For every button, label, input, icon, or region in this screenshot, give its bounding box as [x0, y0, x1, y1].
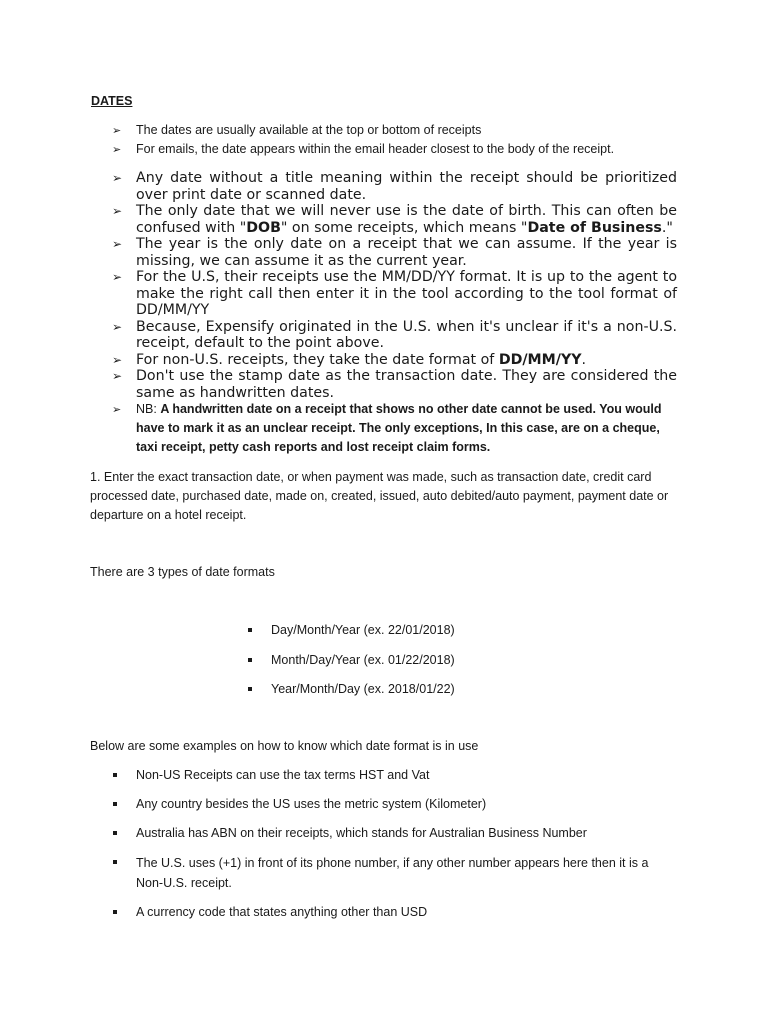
arrow-list-large [112, 170, 677, 401]
arrow-bullet-icon: ➢ [112, 403, 122, 416]
arrow-bullet-icon: ➢ [112, 352, 123, 367]
nb-note: ➢ NB: A handwritten date on a receipt that shows no other date cannot be used. You would have to mark it as an unclear receipt. The only exceptions, In this case, are on a cheque, taxi receipt, petty cash reports and lost receipt claim forms. [112, 402, 662, 454]
list-item: ➢ The year is the only date on a receipt that we can assume. If the year is missing, we can assume it as the current year. [112, 236, 677, 269]
section-title: DATES [91, 94, 133, 108]
list-item: ➢ The only date that we will never use is the date of birth. This can often be confused with "DOB" on some receipts, which means "Date of Business." [112, 203, 677, 236]
square-bullet-icon [248, 658, 252, 662]
square-bullet-icon [248, 687, 252, 691]
list-item: ➢ For non-U.S. receipts, they take the date format of DD/MM/YY. [112, 351, 587, 368]
examples-intro: Below are some examples on how to know which date format is in use [90, 739, 479, 753]
list-item: ➢ Don't use the stamp date as the transaction date. They are considered the same as handwritten dates. [112, 368, 677, 401]
list-item: Day/Month/Year (ex. 22/01/2018) [248, 621, 455, 641]
formats-intro: There are 3 types of date formats [90, 565, 275, 579]
list-item: ➢ The dates are usually available at the top or bottom of receipts [112, 121, 677, 140]
dob-term: DOB [246, 219, 281, 236]
list-item: ➢ Any date without a title meaning within the receipt should be prioritized over print date or scanned date. [112, 170, 677, 203]
arrow-bullet-icon: ➢ [112, 237, 123, 251]
square-bullet-icon [113, 802, 117, 806]
list-item: ➢ For emails, the date appears within the email header closest to the body of the receipt. [112, 140, 677, 159]
square-bullet-icon [113, 860, 117, 864]
list-item: ➢ For the U.S, their receipts use the MM/DD/YY format. It is up to the agent to make the right call then enter it in the tool according to the tool format of DD/MM/YY [112, 269, 677, 318]
arrow-list-small [112, 121, 677, 159]
arrow-bullet-icon: ➢ [112, 369, 123, 383]
list-item: Any country besides the US uses the metric system (Kilometer) [113, 795, 663, 815]
list-item: Australia has ABN on their receipts, which stands for Australian Business Number [113, 824, 663, 844]
arrow-bullet-icon: ➢ [112, 204, 123, 218]
square-bullet-icon [248, 628, 252, 632]
date-formats-list [248, 621, 455, 700]
arrow-bullet-icon: ➢ [112, 143, 122, 156]
list-item: Month/Day/Year (ex. 01/22/2018) [248, 651, 455, 671]
arrow-bullet-icon: ➢ [112, 171, 123, 185]
examples-list [113, 766, 663, 922]
list-item: Non-US Receipts can use the tax terms HST and Vat [113, 766, 663, 786]
arrow-bullet-icon: ➢ [112, 319, 123, 334]
square-bullet-icon [113, 831, 117, 835]
date-format-term: DD/MM/YY [498, 351, 582, 368]
list-item: Year/Month/Day (ex. 2018/01/22) [248, 680, 455, 700]
square-bullet-icon [113, 910, 117, 914]
square-bullet-icon [113, 773, 117, 777]
arrow-bullet-icon: ➢ [112, 270, 123, 284]
dob-meaning: Date of Business [527, 219, 662, 236]
arrow-bullet-icon: ➢ [112, 124, 122, 137]
list-item: ➢ Because, Expensify originated in the U.S. when it's unclear if it's a non-U.S. receipt, default to the point above. [112, 318, 677, 351]
nb-list [112, 400, 677, 457]
instruction-paragraph: 1. Enter the exact transaction date, or when payment was made, such as transaction date, credit card processed date, purchased date, made on, created, issued, auto debited/auto payment, payment date or departure on a hotel receipt. [90, 470, 669, 522]
list-item: The U.S. uses (+1) in front of its phone number, if any other number appears here then it is a Non-U.S. receipt. [113, 853, 663, 893]
list-item: A currency code that states anything other than USD [113, 903, 663, 923]
